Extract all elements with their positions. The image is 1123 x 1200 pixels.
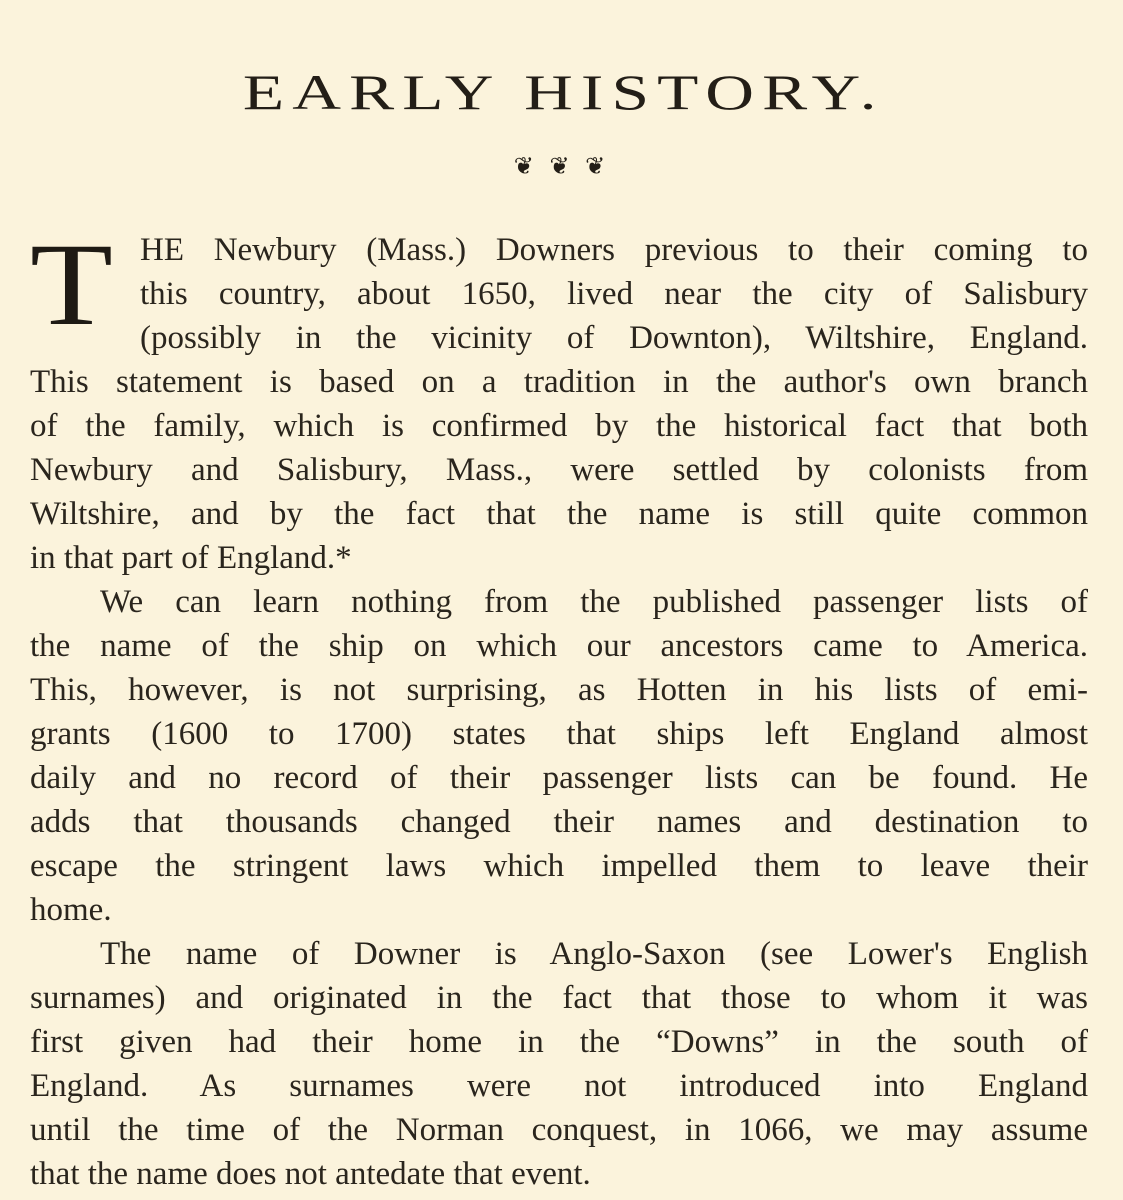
text-line: adds that thousands changed their names and destination to: [30, 804, 1088, 840]
ornament-fleurons-icon: ❦ ❦ ❦: [513, 152, 610, 180]
paragraph-3: [30, 932, 1088, 1196]
text-line: in that part of England.*: [30, 540, 352, 576]
text-line: Wiltshire, and by the fact that the name is still quite common: [30, 496, 1088, 532]
text-line: grants (1600 to 1700) states that ships left England almost: [30, 716, 1088, 752]
text-line: home.: [30, 892, 112, 928]
text-line: daily and no record of their passenger lists can be found. He: [30, 760, 1088, 796]
text-line: Newbury and Salisbury, Mass., were settled by colonists from: [30, 452, 1088, 488]
text-line: We can learn nothing from the published passenger lists of: [100, 584, 1088, 620]
paragraph-1: [30, 219, 1088, 580]
text-line: The name of Downer is Anglo-Saxon (see Lower's English: [100, 936, 1088, 972]
text-line: of the family, which is confirmed by the historical fact that both: [30, 408, 1088, 444]
text-line: surnames) and originated in the fact that those to whom it was: [30, 980, 1088, 1016]
drop-cap: T: [30, 219, 113, 350]
text-line: the name of the ship on which our ancestors came to America.: [30, 628, 1088, 664]
chapter-title: EARLY HISTORY.: [242, 64, 885, 120]
text-line: until the time of the Norman conquest, in 1066, we may assume: [30, 1112, 1088, 1148]
text-line: (possibly in the vicinity of Downton), Wiltshire, England.: [140, 320, 1088, 356]
text-line: this country, about 1650, lived near the city of Salisbury: [140, 276, 1088, 312]
text-line: This, however, is not surprising, as Hotten in his lists of emi-: [30, 672, 1088, 708]
text-line: HE Newbury (Mass.) Downers previous to their coming to: [140, 232, 1088, 268]
text-line: This statement is based on a tradition in the author's own branch: [30, 364, 1088, 400]
text-line: escape the stringent laws which impelled them to leave their: [30, 848, 1088, 884]
text-line: first given had their home in the “Downs” in the south of: [30, 1024, 1088, 1060]
text-line: that the name does not antedate that event.: [30, 1156, 591, 1192]
body-text: [30, 219, 1088, 1196]
text-line: England. As surnames were not introduced into England: [30, 1068, 1088, 1104]
paragraph-2: [30, 580, 1088, 932]
